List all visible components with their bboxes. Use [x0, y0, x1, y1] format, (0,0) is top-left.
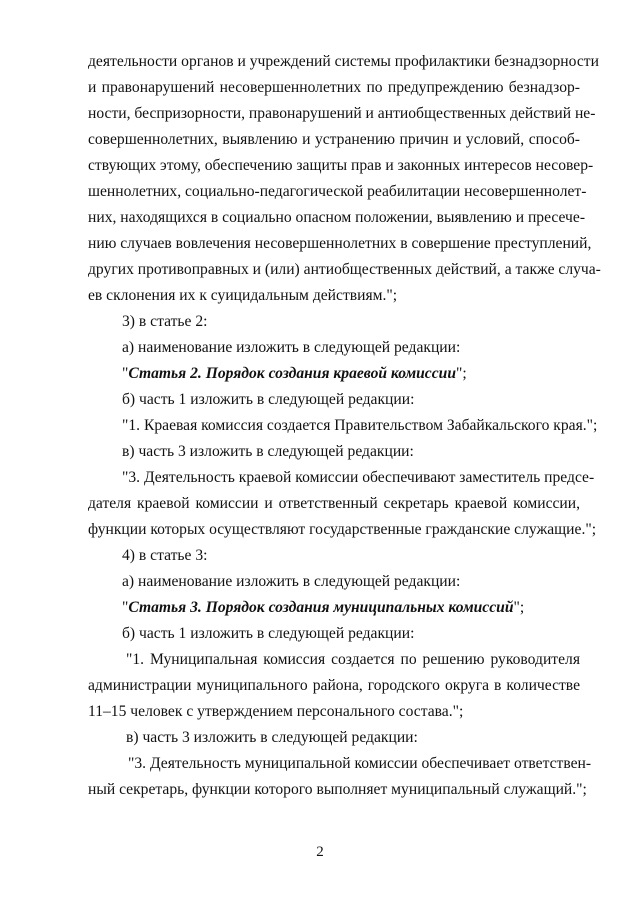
- amendment-item: 4) в статье 3:: [122, 547, 208, 564]
- amendment-subitem: в) часть 3 изложить в следующей редакции:: [126, 729, 418, 746]
- amendment-text-line: администрации муниципального района, городского округа в количестве: [88, 677, 580, 694]
- amendment-subitem: а) наименование изложить в следующей редакции:: [122, 339, 461, 356]
- quote-mark: ": [122, 599, 129, 616]
- paragraph-line: и правонарушений несовершеннолетних по предупреждению безнадзор-: [88, 79, 580, 96]
- quote-mark: ": [122, 365, 129, 382]
- page-number: 2: [316, 844, 324, 860]
- amendment-text-line: "3. Деятельность муниципальной комиссии обеспечивает ответствен-: [128, 755, 592, 772]
- article-title-line: [122, 598, 580, 618]
- article-title-line: [122, 364, 580, 384]
- paragraph-line: ности, беспризорности, правонарушений и антиобщественных действий не-: [88, 105, 596, 122]
- paragraph-line: других противоправных и (или) антиобщественных действий, а также случа-: [88, 261, 601, 278]
- amendment-text-line: ный секретарь, функции которого выполняет муниципальный служащий.";: [88, 781, 587, 798]
- amendment-item: 3) в статье 2:: [122, 313, 208, 330]
- amendment-subitem: в) часть 3 изложить в следующей редакции:: [122, 443, 414, 460]
- amendment-text-line: функции которых осуществляют государственные гражданские служащие.";: [88, 521, 597, 538]
- article-3-title: Статья 3. Порядок создания муниципальных комиссий: [128, 599, 514, 616]
- amendment-text-line: дателя краевой комиссии и ответственный секретарь краевой комиссии,: [88, 495, 580, 512]
- paragraph-line: совершеннолетних, выявлению и устранению причин и условий, способ-: [88, 131, 580, 148]
- amendment-subitem: б) часть 1 изложить в следующей редакции:: [122, 625, 415, 642]
- amendment-text-line: 11–15 человек с утверждением персонального состава.";: [88, 703, 464, 720]
- paragraph-line: ев склонения их к суицидальным действиям.";: [88, 287, 398, 304]
- paragraph-line: нию случаев вовлечения несовершеннолетних в совершение преступлений,: [88, 235, 592, 252]
- quote-close: ";: [513, 599, 525, 616]
- paragraph-line: шеннолетних, социально-педагогической реабилитации несовершеннолет-: [88, 183, 587, 200]
- paragraph-line: них, находящихся в социально опасном положении, выявлению и пресече-: [88, 209, 586, 226]
- paragraph-line: ствующих этому, обеспечению защиты прав и законных интересов несовер-: [88, 157, 594, 174]
- article-2-title: Статья 2. Порядок создания краевой комиссии: [128, 365, 456, 382]
- amendment-text-line: "3. Деятельность краевой комиссии обеспечивают заместитель предсе-: [122, 469, 595, 486]
- amendment-text: "1. Краевая комиссия создается Правительством Забайкальского края.";: [122, 417, 598, 434]
- amendment-subitem: б) часть 1 изложить в следующей редакции:: [122, 391, 415, 408]
- quote-close: ";: [456, 365, 467, 382]
- amendment-subitem: а) наименование изложить в следующей редакции:: [122, 573, 461, 590]
- paragraph-line: деятельности органов и учреждений системы профилактики безнадзорности: [88, 53, 599, 70]
- amendment-text-line: "1. Муниципальная комиссия создается по решению руководителя: [126, 651, 580, 668]
